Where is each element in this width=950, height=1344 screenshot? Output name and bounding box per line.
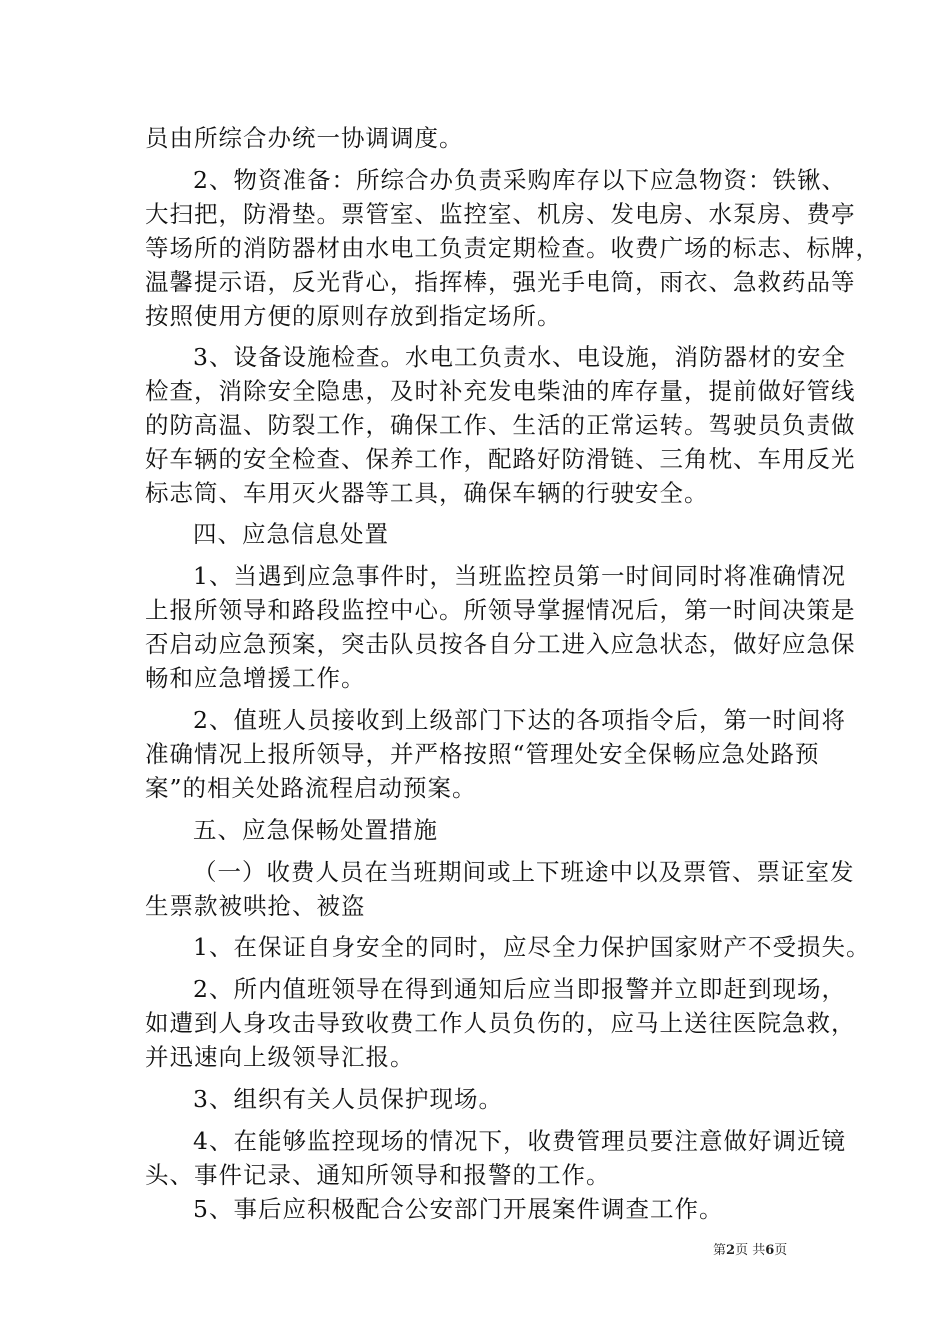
text-line: 案”的相关处路流程启动预案。	[145, 774, 477, 802]
current-page-number: 2	[726, 1243, 736, 1258]
text-line: 1、当遇到应急事件时，当班监控员第一时间同时将准确情况	[193, 562, 846, 590]
text-line: 头、事件记录、通知所领导和报警的工作。	[145, 1161, 611, 1189]
text-line: 等场所的消防器材由水电工负责定期检查。收费广场的标志、标牌，	[145, 234, 880, 262]
text-line: 的防高温、防裂工作，确保工作、生活的正常运转。驾驶员负责做	[145, 411, 856, 439]
text-line: 2、所内值班领导在得到通知后应当即报警并立即赶到现场，	[193, 975, 846, 1003]
text-line: 5、事后应积极配合公安部门开展案件调查工作。	[193, 1195, 724, 1223]
text-line: 大扫把，防滑垫。票管室、监控室、机房、发电房、水泵房、费亭	[145, 200, 856, 228]
section-heading: 四、应急信息处置	[193, 520, 389, 548]
section-heading: 五、应急保畅处置措施	[193, 816, 438, 844]
text-line: 并迅速向上级领导汇报。	[145, 1043, 415, 1071]
footer-suffix: 页	[774, 1243, 788, 1258]
text-line: 好车辆的安全检查、保养工作，配路好防滑链、三角枕、车用反光	[145, 445, 856, 473]
page-number-footer	[713, 1243, 787, 1259]
text-line: 畅和应急增援工作。	[145, 664, 366, 692]
text-line: 温馨提示语，反光背心，指挥棒，强光手电筒，雨衣、急救药品等	[145, 268, 856, 296]
text-line: 4、在能够监控现场的情况下，收费管理员要注意做好调近镜	[193, 1127, 846, 1155]
text-line: 3、组织有关人员保护现场。	[193, 1085, 503, 1113]
text-line: 标志筒、车用灭火器等工具，确保车辆的行驶安全。	[145, 479, 709, 507]
text-line: 上报所领导和路段监控中心。所领导掌握情况后，第一时间决策是	[145, 596, 856, 624]
text-line: 按照使用方便的原则存放到指定场所。	[145, 302, 562, 330]
text-line: 2、值班人员接收到上级部门下达的各项指令后，第一时间将	[193, 706, 846, 734]
text-line: 2、物资准备：所综合办负责采购库存以下应急物资：铁锹、	[193, 166, 846, 194]
text-line: 员由所综合办统一协调调度。	[145, 124, 464, 152]
text-line: 1、在保证自身安全的同时，应尽全力保护国家财产不受损失。	[193, 933, 871, 961]
subsection-heading: 生票款被哄抢、被盗	[145, 892, 366, 920]
text-line: 检查，消除安全隐患，及时补充发电柴油的库存量，提前做好管线	[145, 377, 856, 405]
text-line: 否启动应急预案，突击队员按各自分工进入应急状态，做好应急保	[145, 630, 856, 658]
footer-prefix: 第	[713, 1243, 727, 1258]
total-pages-number: 6	[765, 1243, 775, 1258]
footer-middle: 页 共	[735, 1243, 766, 1258]
text-line: 如遭到人身攻击导致收费工作人员负伤的，应马上送往医院急救，	[145, 1009, 856, 1037]
text-line: 3、设备设施检查。水电工负责水、电设施，消防器材的安全	[193, 343, 846, 371]
text-line: 准确情况上报所领导，并严格按照“管理处安全保畅应急处路预	[145, 740, 820, 768]
subsection-heading: （一）收费人员在当班期间或上下班途中以及票管、票证室发	[193, 858, 855, 886]
